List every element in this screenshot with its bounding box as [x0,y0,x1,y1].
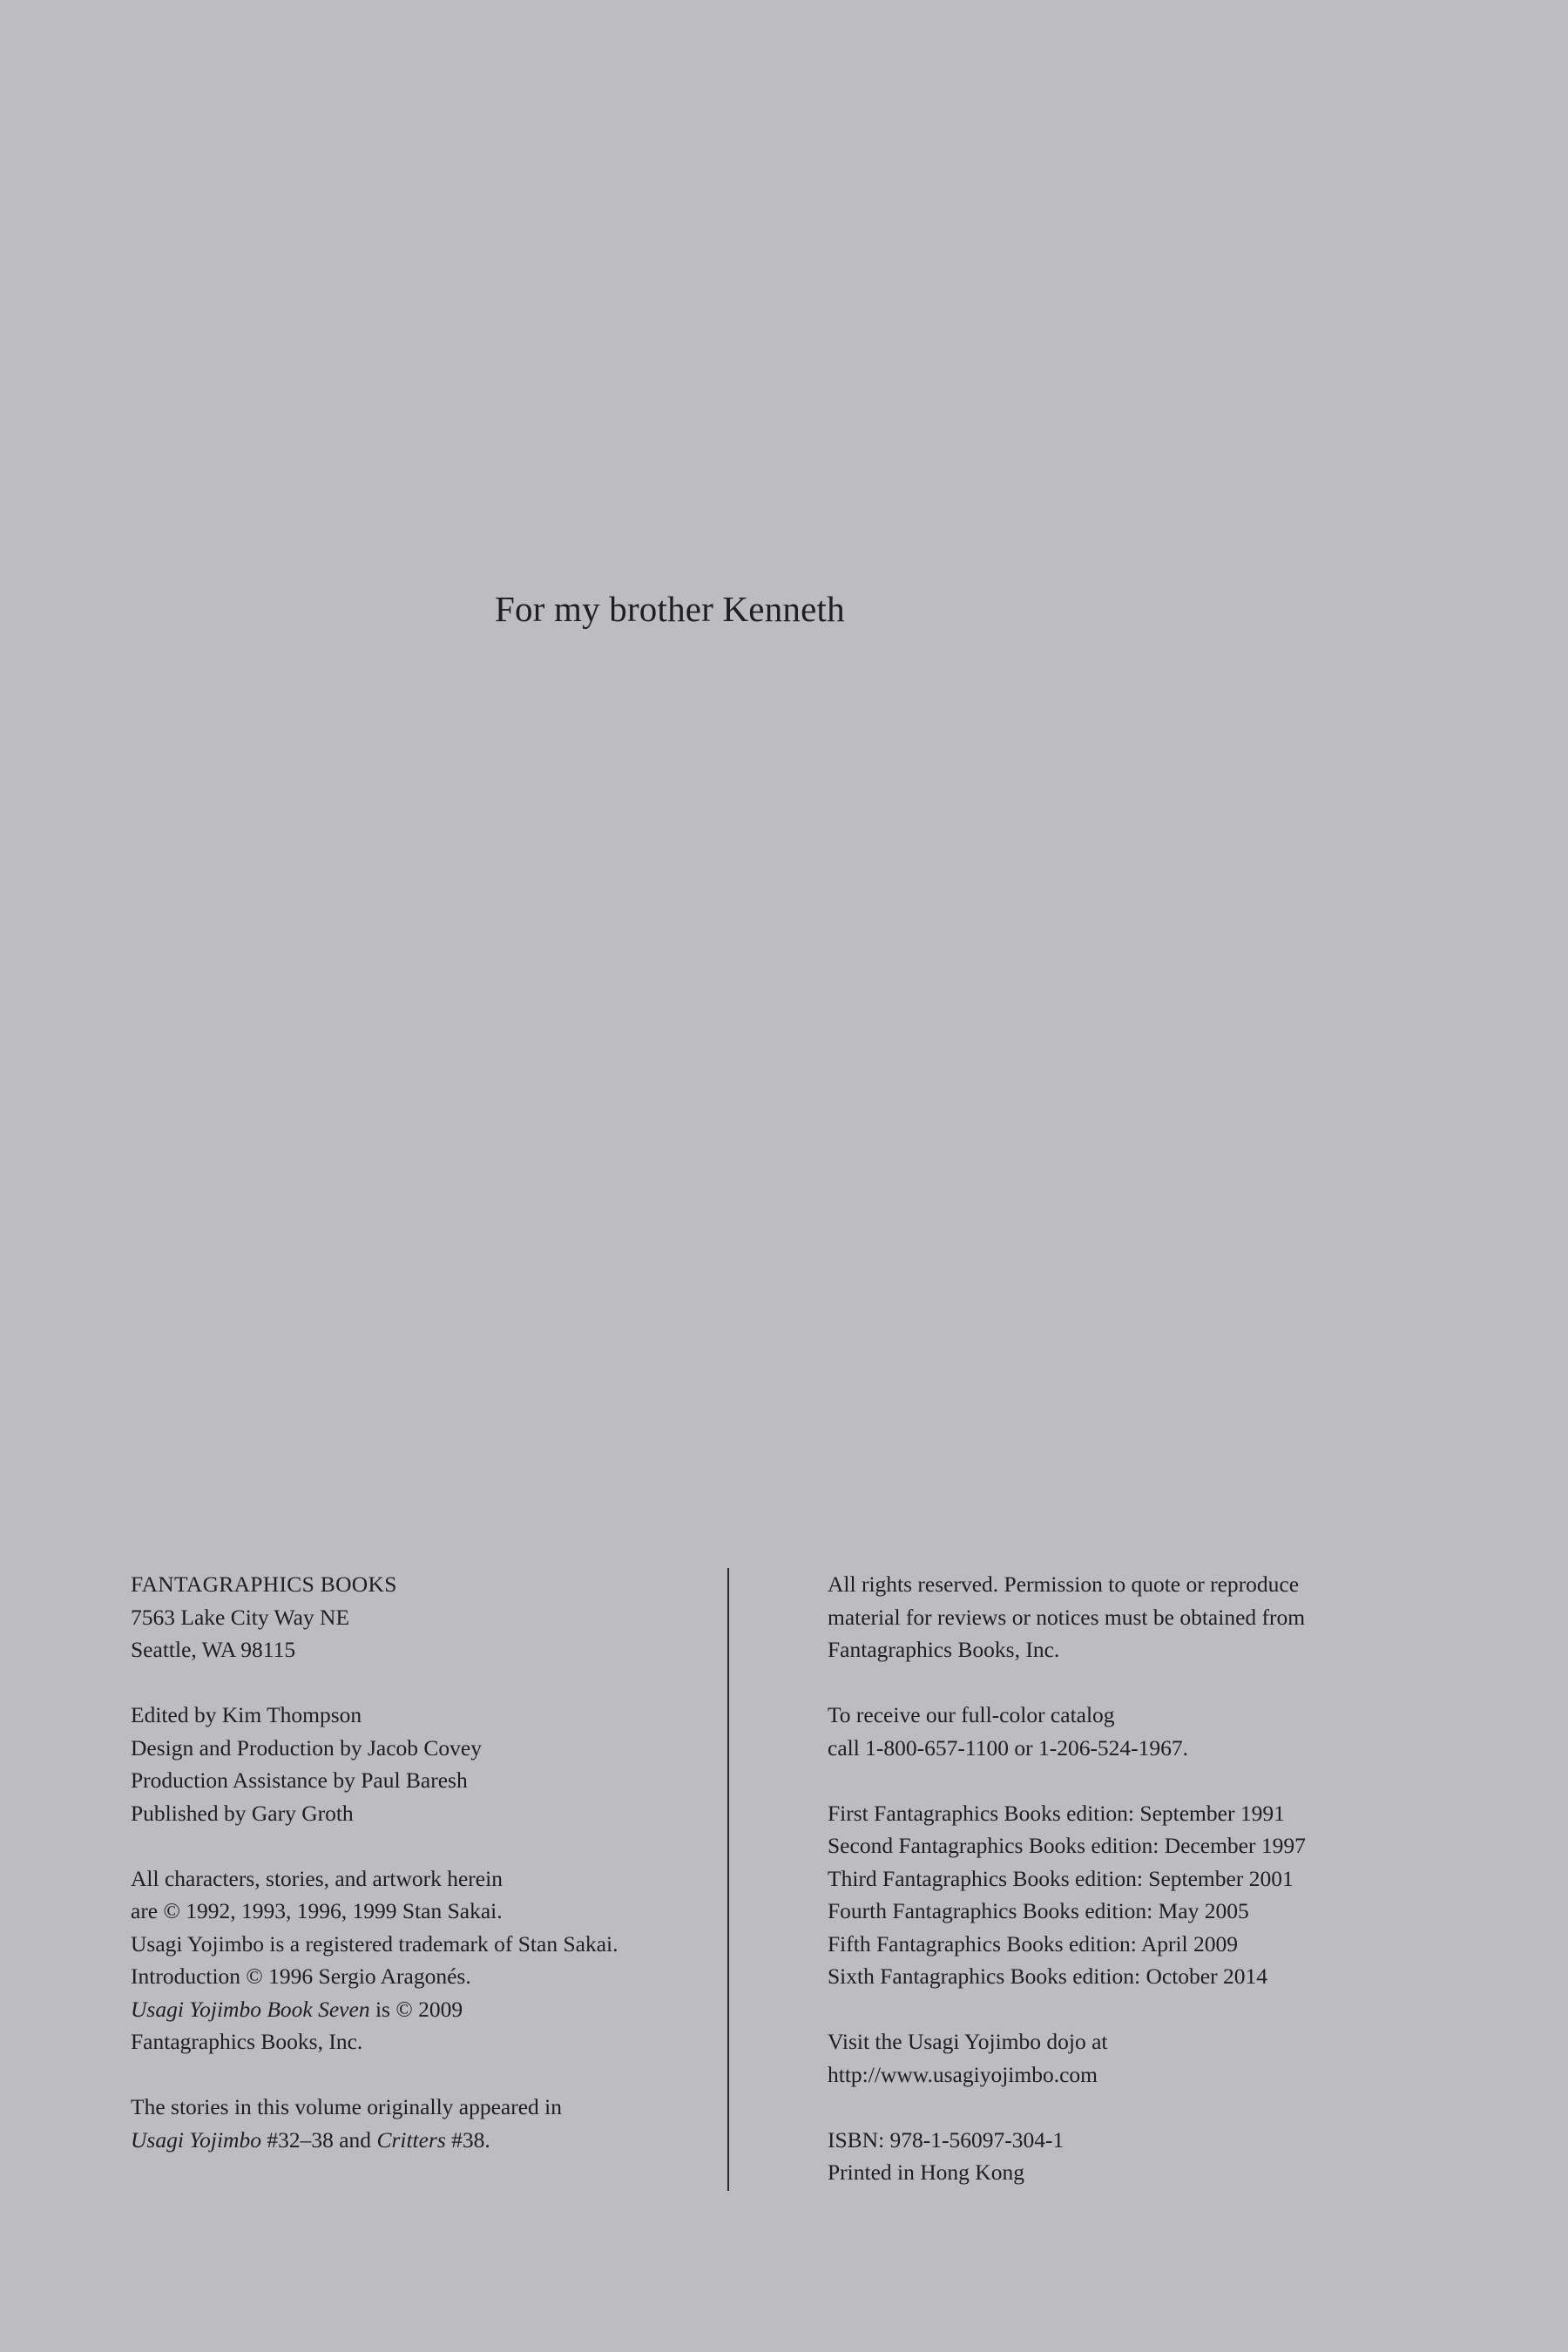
catalog-line: call 1-800-657-1100 or 1-206-524-1967. [828,1734,1189,1761]
edition-line: Fourth Fantagraphics Books edition: May 2005 [828,1898,1249,1923]
series-title: Usagi Yojimbo [131,2126,261,2153]
credit-line: Edited by Kim Thompson [131,1702,362,1727]
catalog-line: To receive our full-color catalog [828,1702,1115,1727]
isbn-block [828,2124,1455,2189]
publisher-name: FANTAGRAPHICS BOOKS [131,1571,397,1597]
origin-line [131,2124,688,2157]
rights-block [828,1568,1455,1666]
credit-line: Published by Gary Groth [131,1800,354,1826]
edition-line: Third Fantagraphics Books edition: September 2001 [828,1865,1294,1891]
copyright-line: All characters, stories, and artwork herein [131,1865,503,1891]
editions-block [828,1797,1455,1993]
edition-line: Fifth Fantagraphics Books edition: April 2009 [828,1930,1239,1957]
copyright-text: is © 2009 [369,1996,463,2022]
origin-block [131,2091,688,2156]
website-url: http://www.usagiyojimbo.com [828,2061,1098,2087]
printed-in: Printed in Hong Kong [828,2159,1024,2185]
book-title: Usagi Yojimbo Book Seven [131,1996,370,2022]
edition-line: First Fantagraphics Books edition: September 1991 [828,1800,1285,1826]
copyright-line: Introduction © 1996 Sergio Aragonés. [131,1963,471,1989]
website-block [828,2025,1455,2091]
rights-line: Fantagraphics Books, Inc. [828,1637,1060,1662]
isbn: ISBN: 978-1-56097-304-1 [828,2126,1064,2153]
copyright-block [131,1862,688,2058]
copyright-line: are © 1992, 1993, 1996, 1999 Stan Sakai. [131,1898,503,1923]
copyright-line [131,1993,688,2026]
credits-block [131,1699,688,1829]
origin-line: The stories in this volume originally appeared in [131,2094,563,2119]
website-line: Visit the Usagi Yojimbo dojo at [828,2029,1108,2054]
colophon-right-column [828,1568,1455,2189]
edition-line: Sixth Fantagraphics Books edition: October 2014 [828,1963,1267,1989]
credit-line: Design and Production by Jacob Covey [131,1734,482,1761]
column-divider [727,1568,729,2191]
dedication: For my brother Kenneth [495,589,845,629]
origin-text: #38. [445,2126,490,2153]
edition-line: Second Fantagraphics Books edition: December 1997 [828,1833,1306,1858]
colophon-left-column [131,1568,688,2156]
publisher-address-line: Seattle, WA 98115 [131,1637,296,1662]
publisher-address-block [131,1568,688,1666]
rights-line: All rights reserved. Permission to quote or reproduce [828,1571,1300,1597]
credit-line: Production Assistance by Paul Baresh [131,1767,468,1793]
publisher-address-line: 7563 Lake City Way NE [131,1604,350,1630]
origin-text: #32–38 and [260,2126,377,2153]
copyright-line: Fantagraphics Books, Inc. [131,2029,363,2054]
catalog-block [828,1699,1455,1764]
copyright-line: Usagi Yojimbo is a registered trademark of Stan Sakai. [131,1930,618,1957]
series-title: Critters [376,2126,446,2153]
rights-line: material for reviews or notices must be obtained from [828,1604,1306,1630]
